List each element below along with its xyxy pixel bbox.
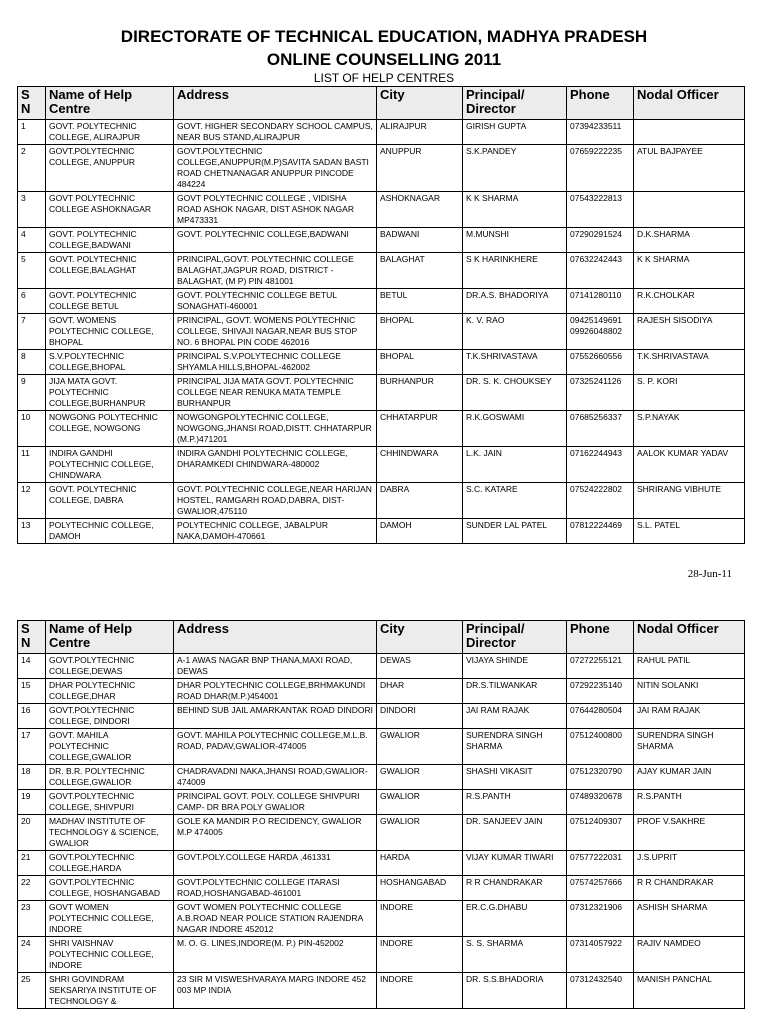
cell-phone: 07659222235: [567, 145, 634, 192]
cell-sn: 18: [18, 765, 46, 790]
cell-phone: 07644280504: [567, 704, 634, 729]
cell-help-centre-name: DHAR POLYTECHNIC COLLEGE,DHAR: [46, 679, 174, 704]
cell-principal: S K HARINKHERE: [463, 253, 567, 289]
cell-city: CHHATARPUR: [377, 411, 463, 447]
cell-sn: 2: [18, 145, 46, 192]
cell-sn: 22: [18, 876, 46, 901]
cell-phone: 07552660556: [567, 350, 634, 375]
cell-principal: K K SHARMA: [463, 192, 567, 228]
cell-sn: 11: [18, 447, 46, 483]
cell-nodal-officer: ASHISH SHARMA: [634, 901, 745, 937]
cell-help-centre-name: GOVT. POLYTECHNIC COLLEGE, ALIRAJPUR: [46, 120, 174, 145]
cell-principal: R.S.PANTH: [463, 790, 567, 815]
table-row: [18, 937, 745, 973]
cell-principal: VIJAYA SHINDE: [463, 654, 567, 679]
cell-phone: 07162244943: [567, 447, 634, 483]
table-row: [18, 519, 745, 544]
cell-city: BETUL: [377, 289, 463, 314]
cell-city: HARDA: [377, 851, 463, 876]
cell-address: GOVT. POLYTECHNIC COLLEGE BETUL SONAGHATI-460001: [174, 289, 377, 314]
document-subtitle: ONLINE COUNSELLING 2011: [266, 50, 502, 69]
cell-help-centre-name: GOVT. POLYTECHNIC COLLEGE,BADWANI: [46, 228, 174, 253]
cell-address: GOVT. HIGHER SECONDARY SCHOOL CAMPUS, NEAR BUS STAND,ALIRAJPUR: [174, 120, 377, 145]
cell-sn: 24: [18, 937, 46, 973]
cell-sn: 17: [18, 729, 46, 765]
cell-sn: 4: [18, 228, 46, 253]
cell-city: GWALIOR: [377, 729, 463, 765]
cell-principal: DR. S. K. CHOUKSEY: [463, 375, 567, 411]
cell-city: INDORE: [377, 973, 463, 1009]
cell-address: PRINCIPAL S.V.POLYTECHNIC COLLEGE SHYAMLA HILLS,BHOPAL-462002: [174, 350, 377, 375]
cell-city: BALAGHAT: [377, 253, 463, 289]
table-row: [18, 192, 745, 228]
cell-sn: 13: [18, 519, 46, 544]
cell-nodal-officer: S.P.NAYAK: [634, 411, 745, 447]
cell-address: GOVT. MAHILA POLYTECHNIC COLLEGE,M.L.B. ROAD, PADAV,GWALIOR-474005: [174, 729, 377, 765]
document-title: DIRECTORATE OF TECHNICAL EDUCATION, MADHYA PRADESH: [120, 27, 648, 46]
col-header-city: City: [377, 621, 463, 654]
cell-phone: 07312321906: [567, 901, 634, 937]
col-header-address: Address: [174, 621, 377, 654]
cell-principal: SHASHI VIKASIT: [463, 765, 567, 790]
cell-principal: JAI RAM RAJAK: [463, 704, 567, 729]
col-header-sn: S N: [18, 87, 46, 120]
cell-principal: SUNDER LAL PATEL: [463, 519, 567, 544]
list-title: LIST OF HELP CENTRES: [313, 71, 455, 85]
cell-phone: 07290291524: [567, 228, 634, 253]
cell-address: CHADRAVADNI NAKA,JHANSI ROAD,GWALIOR-474009: [174, 765, 377, 790]
cell-principal: R R CHANDRAKAR: [463, 876, 567, 901]
cell-city: DINDORI: [377, 704, 463, 729]
table-row: [18, 350, 745, 375]
table-row: [18, 253, 745, 289]
cell-principal: M.MUNSHI: [463, 228, 567, 253]
table-row: [18, 765, 745, 790]
cell-nodal-officer: R.S.PANTH: [634, 790, 745, 815]
cell-sn: 14: [18, 654, 46, 679]
cell-nodal-officer: [634, 192, 745, 228]
cell-sn: 23: [18, 901, 46, 937]
col-header-principal: Principal/ Director: [463, 87, 567, 120]
cell-city: GWALIOR: [377, 790, 463, 815]
cell-city: HOSHANGABAD: [377, 876, 463, 901]
cell-sn: 12: [18, 483, 46, 519]
cell-address: NOWGONGPOLYTECHNIC COLLEGE, NOWGONG,JHANSI ROAD,DISTT. CHHATARPUR (M.P.)471201: [174, 411, 377, 447]
cell-nodal-officer: MANISH PANCHAL: [634, 973, 745, 1009]
cell-phone: 07292235140: [567, 679, 634, 704]
cell-sn: 5: [18, 253, 46, 289]
cell-principal: S.K.PANDEY: [463, 145, 567, 192]
cell-address: GOVT.POLYTECHNIC COLLEGE ITARASI ROAD,HOSHANGABAD-461001: [174, 876, 377, 901]
table-row: [18, 851, 745, 876]
cell-address: GOVT WOMEN POLYTECHNIC COLLEGE A.B.ROAD NEAR POLICE STATION RAJENDRA NAGAR INDORE 452012: [174, 901, 377, 937]
cell-principal: R.K.GOSWAMI: [463, 411, 567, 447]
cell-nodal-officer: R.K.CHOLKAR: [634, 289, 745, 314]
table-row: [18, 790, 745, 815]
cell-address: POLYTECHNIC COLLEGE, JABALPUR NAKA,DAMOH-470661: [174, 519, 377, 544]
cell-phone: 07394233511: [567, 120, 634, 145]
cell-address: DHAR POLYTECHNIC COLLEGE,BRHMAKUNDI ROAD DHAR(M.P.)454001: [174, 679, 377, 704]
col-header-nodal-officer: Nodal Officer: [634, 87, 745, 120]
table-row: [18, 679, 745, 704]
cell-help-centre-name: GOVT.POLYTECHNIC COLLEGE, HOSHANGABAD: [46, 876, 174, 901]
cell-sn: 21: [18, 851, 46, 876]
table-row: [18, 973, 745, 1009]
cell-phone: 07812224469: [567, 519, 634, 544]
table-row: [18, 815, 745, 851]
table-row: [18, 729, 745, 765]
cell-phone: 07512320790: [567, 765, 634, 790]
cell-city: GWALIOR: [377, 815, 463, 851]
table-row: [18, 483, 745, 519]
table-row: [18, 120, 745, 145]
cell-address: GOVT.POLY.COLLEGE HARDA ,461331: [174, 851, 377, 876]
cell-address: GOVT. POLYTECHNIC COLLEGE,BADWANI: [174, 228, 377, 253]
table-row: [18, 228, 745, 253]
cell-help-centre-name: JIJA MATA GOVT. POLYTECHNIC COLLEGE,BURHANPUR: [46, 375, 174, 411]
cell-help-centre-name: S.V.POLYTECHNIC COLLEGE,BHOPAL: [46, 350, 174, 375]
cell-help-centre-name: GOVT.POLYTECHNIC COLLEGE,HARDA: [46, 851, 174, 876]
cell-help-centre-name: GOVT POLYTECHNIC COLLEGE ASHOKNAGAR: [46, 192, 174, 228]
cell-help-centre-name: DR. B.R. POLYTECHNIC COLLEGE,GWALIOR: [46, 765, 174, 790]
cell-city: BURHANPUR: [377, 375, 463, 411]
cell-address: PRINCIPAL,GOVT. POLYTECHNIC COLLEGE BALAGHAT,JAGPUR ROAD, DISTRICT - BALAGHAT, (M P) PIN 481001: [174, 253, 377, 289]
cell-help-centre-name: NOWGONG POLYTECHNIC COLLEGE, NOWGONG: [46, 411, 174, 447]
cell-principal: S.C. KATARE: [463, 483, 567, 519]
col-header-phone: Phone: [567, 621, 634, 654]
cell-sn: 20: [18, 815, 46, 851]
cell-city: DHAR: [377, 679, 463, 704]
cell-principal: L.K. JAIN: [463, 447, 567, 483]
cell-help-centre-name: GOVT. POLYTECHNIC COLLEGE, DABRA: [46, 483, 174, 519]
cell-nodal-officer: PROF V.SAKHRE: [634, 815, 745, 851]
cell-address: GOLE KA MANDIR P.O RECIDENCY, GWALIOR M.P 474005: [174, 815, 377, 851]
cell-help-centre-name: POLYTECHNIC COLLEGE, DAMOH: [46, 519, 174, 544]
table-row: [18, 876, 745, 901]
cell-phone: 07489320678: [567, 790, 634, 815]
col-header-name: Name of Help Centre: [46, 621, 174, 654]
cell-nodal-officer: T.K.SHRIVASTAVA: [634, 350, 745, 375]
help-centres-table-page-2: [17, 620, 745, 1009]
footer-date: 28-Jun-11: [687, 568, 732, 580]
col-header-nodal-officer: Nodal Officer: [634, 621, 745, 654]
table-row: [18, 375, 745, 411]
cell-principal: DR.S.TILWANKAR: [463, 679, 567, 704]
cell-help-centre-name: SHRI VAISHNAV POLYTECHNIC COLLEGE, INDORE: [46, 937, 174, 973]
cell-nodal-officer: RAHUL PATIL: [634, 654, 745, 679]
cell-help-centre-name: SHRI GOVINDRAM SEKSARIYA INSTITUTE OF TECHNOLOGY &: [46, 973, 174, 1009]
table-row: [18, 145, 745, 192]
cell-nodal-officer: R R CHANDRAKAR: [634, 876, 745, 901]
cell-help-centre-name: GOVT WOMEN POLYTECHNIC COLLEGE, INDORE: [46, 901, 174, 937]
cell-sn: 1: [18, 120, 46, 145]
cell-nodal-officer: JAI RAM RAJAK: [634, 704, 745, 729]
table-row: [18, 289, 745, 314]
col-header-phone: Phone: [567, 87, 634, 120]
cell-nodal-officer: J.S.UPRIT: [634, 851, 745, 876]
cell-nodal-officer: AALOK KUMAR YADAV: [634, 447, 745, 483]
cell-principal: SURENDRA SINGH SHARMA: [463, 729, 567, 765]
cell-principal: ER.C.G.DHABU: [463, 901, 567, 937]
cell-address: PRINCIPAL, GOVT. WOMENS POLYTECHNIC COLLEGE, SHIVAJI NAGAR,NEAR BUS STOP NO. 6 BHOPAL PIN CODE 462016: [174, 314, 377, 350]
cell-city: INDORE: [377, 901, 463, 937]
cell-principal: DR. S.S.BHADORIA: [463, 973, 567, 1009]
cell-nodal-officer: AJAY KUMAR JAIN: [634, 765, 745, 790]
cell-principal: GIRISH GUPTA: [463, 120, 567, 145]
cell-city: DABRA: [377, 483, 463, 519]
cell-nodal-officer: S.L. PATEL: [634, 519, 745, 544]
table-header-row: [18, 621, 745, 654]
cell-address: GOVT. POLYTECHNIC COLLEGE,NEAR HARIJAN HOSTEL, RAMGARH ROAD,DABRA, DIST-GWALIOR,475110: [174, 483, 377, 519]
cell-address: PRINCIPAL GOVT. POLY. COLLEGE SHIVPURI CAMP- DR BRA POLY GWALIOR: [174, 790, 377, 815]
cell-phone: 07524222802: [567, 483, 634, 519]
cell-sn: 6: [18, 289, 46, 314]
cell-city: BHOPAL: [377, 350, 463, 375]
cell-nodal-officer: RAJESH SISODIYA: [634, 314, 745, 350]
col-header-sn: S N: [18, 621, 46, 654]
cell-help-centre-name: INDIRA GANDHI POLYTECHNIC COLLEGE, CHINDWARA: [46, 447, 174, 483]
cell-help-centre-name: MADHAV INSTITUTE OF TECHNOLOGY & SCIENCE, GWALIOR: [46, 815, 174, 851]
table-header-row: [18, 87, 745, 120]
cell-principal: T.K.SHRIVASTAVA: [463, 350, 567, 375]
cell-principal: K. V. RAO: [463, 314, 567, 350]
cell-nodal-officer: ATUL BAJPAYEE: [634, 145, 745, 192]
cell-help-centre-name: GOVT. WOMENS POLYTECHNIC COLLEGE, BHOPAL: [46, 314, 174, 350]
cell-help-centre-name: GOVT. POLYTECHNIC COLLEGE BETUL: [46, 289, 174, 314]
cell-sn: 10: [18, 411, 46, 447]
cell-nodal-officer: S. P. KORI: [634, 375, 745, 411]
cell-phone: 07314057922: [567, 937, 634, 973]
cell-nodal-officer: SURENDRA SINGH SHARMA: [634, 729, 745, 765]
cell-city: BADWANI: [377, 228, 463, 253]
cell-sn: 19: [18, 790, 46, 815]
cell-sn: 16: [18, 704, 46, 729]
cell-principal: DR. SANJEEV JAIN: [463, 815, 567, 851]
cell-help-centre-name: GOVT. POLYTECHNIC COLLEGE,BALAGHAT: [46, 253, 174, 289]
table-row: [18, 901, 745, 937]
cell-principal: S. S. SHARMA: [463, 937, 567, 973]
table-row: [18, 314, 745, 350]
cell-city: INDORE: [377, 937, 463, 973]
cell-phone: 07141280110: [567, 289, 634, 314]
table-row: [18, 411, 745, 447]
table-row: [18, 447, 745, 483]
cell-sn: 25: [18, 973, 46, 1009]
cell-nodal-officer: SHRIRANG VIBHUTE: [634, 483, 745, 519]
cell-phone: 07325241126: [567, 375, 634, 411]
cell-phone: 07312432540: [567, 973, 634, 1009]
cell-help-centre-name: GOVT.POLYTECHNIC COLLEGE, DINDORI: [46, 704, 174, 729]
table-row: [18, 704, 745, 729]
cell-phone: 07685256337: [567, 411, 634, 447]
cell-city: DEWAS: [377, 654, 463, 679]
cell-address: PRINCIPAL JIJA MATA GOVT. POLYTECHNIC COLLEGE NEAR RENUKA MATA TEMPLE BURHANPUR: [174, 375, 377, 411]
cell-phone: 07577222031: [567, 851, 634, 876]
cell-city: CHHINDWARA: [377, 447, 463, 483]
cell-address: 23 SIR M VISWESHVARAYA MARG INDORE 452 003 MP INDIA: [174, 973, 377, 1009]
cell-nodal-officer: NITIN SOLANKI: [634, 679, 745, 704]
col-header-city: City: [377, 87, 463, 120]
col-header-address: Address: [174, 87, 377, 120]
cell-phone: 07543222813: [567, 192, 634, 228]
cell-phone: 09425149691 09926048802: [567, 314, 634, 350]
cell-sn: 15: [18, 679, 46, 704]
col-header-name: Name of Help Centre: [46, 87, 174, 120]
cell-address: BEHIND SUB JAIL AMARKANTAK ROAD DINDORI: [174, 704, 377, 729]
cell-phone: 07512400800: [567, 729, 634, 765]
cell-city: GWALIOR: [377, 765, 463, 790]
cell-sn: 3: [18, 192, 46, 228]
cell-help-centre-name: GOVT.POLYTECHNIC COLLEGE, ANUPPUR: [46, 145, 174, 192]
cell-phone: 07512409307: [567, 815, 634, 851]
cell-nodal-officer: K K SHARMA: [634, 253, 745, 289]
cell-principal: DR.A.S. BHADORIYA: [463, 289, 567, 314]
cell-principal: VIJAY KUMAR TIWARI: [463, 851, 567, 876]
table-row: [18, 654, 745, 679]
cell-city: ANUPPUR: [377, 145, 463, 192]
cell-address: GOVT.POLYTECHNIC COLLEGE,ANUPPUR(M.P)SAVITA SADAN BASTI ROAD CHETNANAGAR ANUPPUR PINCODE 484224: [174, 145, 377, 192]
cell-help-centre-name: GOVT. MAHILA POLYTECHNIC COLLEGE,GWALIOR: [46, 729, 174, 765]
cell-address: A-1 AWAS NAGAR BNP THANA,MAXI ROAD, DEWAS: [174, 654, 377, 679]
cell-nodal-officer: [634, 120, 745, 145]
cell-city: ASHOKNAGAR: [377, 192, 463, 228]
cell-address: INDIRA GANDHI POLYTECHNIC COLLEGE, DHARAMKEDI CHINDWARA-480002: [174, 447, 377, 483]
help-centres-table-page-1: [17, 86, 745, 544]
cell-sn: 8: [18, 350, 46, 375]
cell-city: BHOPAL: [377, 314, 463, 350]
cell-city: ALIRAJPUR: [377, 120, 463, 145]
cell-city: DAMOH: [377, 519, 463, 544]
cell-phone: 07632242443: [567, 253, 634, 289]
col-header-principal: Principal/ Director: [463, 621, 567, 654]
cell-phone: 07272255121: [567, 654, 634, 679]
cell-nodal-officer: RAJIV NAMDEO: [634, 937, 745, 973]
cell-nodal-officer: D.K.SHARMA: [634, 228, 745, 253]
cell-address: M. O. G. LINES,INDORE(M. P.) PIN-452002: [174, 937, 377, 973]
cell-help-centre-name: GOVT.POLYTECHNIC COLLEGE,DEWAS: [46, 654, 174, 679]
cell-sn: 9: [18, 375, 46, 411]
cell-help-centre-name: GOVT.POLYTECHNIC COLLEGE, SHIVPURI: [46, 790, 174, 815]
cell-sn: 7: [18, 314, 46, 350]
cell-address: GOVT POLYTECHNIC COLLEGE , VIDISHA ROAD ASHOK NAGAR, DIST ASHOK NAGAR MP473331: [174, 192, 377, 228]
cell-phone: 07574257666: [567, 876, 634, 901]
